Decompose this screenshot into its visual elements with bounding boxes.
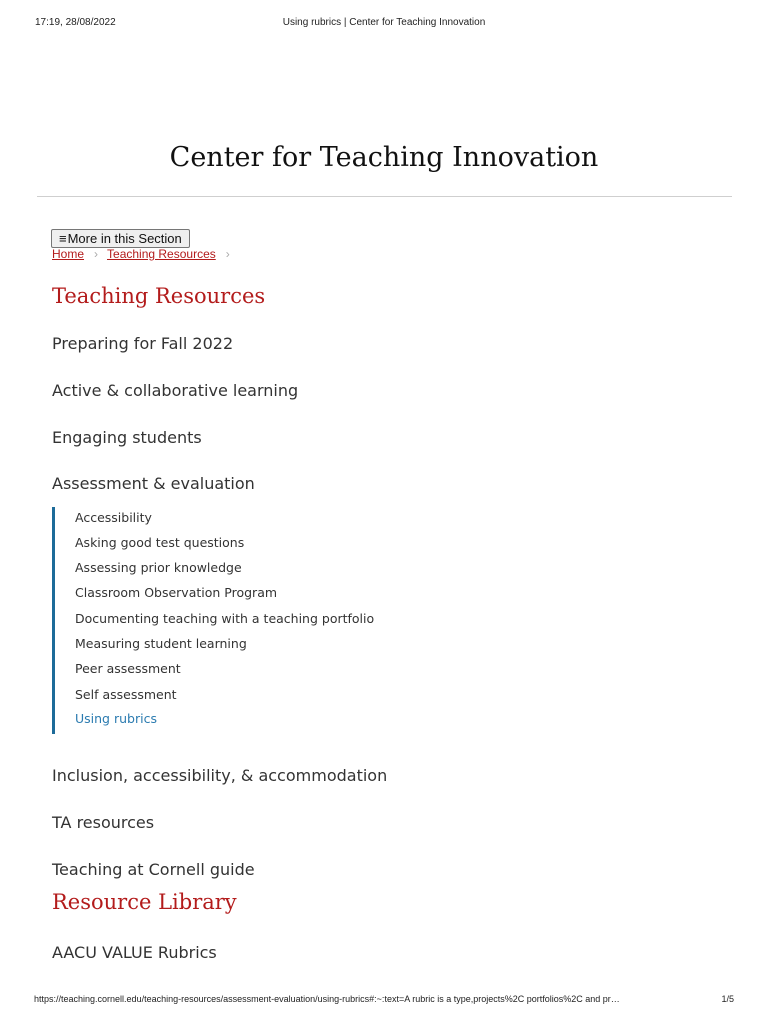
- nav-item-cornell-guide[interactable]: Teaching at Cornell guide: [52, 860, 255, 879]
- menu-icon: ≡: [59, 231, 67, 246]
- nav-item-engaging-students[interactable]: Engaging students: [52, 428, 202, 447]
- subnav-item-measuring-learning[interactable]: Measuring student learning: [75, 636, 247, 651]
- print-url: https://teaching.cornell.edu/teaching-resources/assessment-evaluation/using-rubrics#:~:text=A rubric is a type,projects%2C portfolios%2C and pr…: [34, 994, 620, 1004]
- print-page-title: Using rubrics | Center for Teaching Innovation: [282, 17, 486, 28]
- print-timestamp: 17:19, 28/08/2022: [35, 17, 116, 28]
- print-page-number: 1/5: [721, 994, 734, 1004]
- more-in-section-label: More in this Section: [67, 231, 182, 246]
- resource-library-heading[interactable]: Resource Library: [52, 890, 237, 914]
- subnav-item-self-assessment[interactable]: Self assessment: [75, 687, 177, 702]
- breadcrumb-separator-icon: ›: [225, 247, 230, 261]
- site-title[interactable]: Center for Teaching Innovation: [169, 142, 599, 173]
- header-divider: [37, 196, 732, 197]
- breadcrumb-teaching-resources[interactable]: Teaching Resources: [107, 247, 216, 261]
- breadcrumb: [52, 247, 239, 261]
- assessment-subnav: [52, 507, 395, 734]
- more-in-section-button[interactable]: [51, 229, 190, 248]
- subnav-item-prior-knowledge[interactable]: Assessing prior knowledge: [75, 560, 242, 575]
- library-item-aacu-value[interactable]: AACU VALUE Rubrics: [52, 943, 217, 962]
- subnav-item-test-questions[interactable]: Asking good test questions: [75, 535, 245, 550]
- subnav-item-using-rubrics[interactable]: Using rubrics: [75, 711, 157, 726]
- breadcrumb-home[interactable]: Home: [52, 247, 85, 261]
- nav-item-active-learning[interactable]: Active & collaborative learning: [52, 381, 299, 400]
- print-footer: [0, 994, 768, 1006]
- nav-item-inclusion[interactable]: Inclusion, accessibility, & accommodation: [52, 766, 388, 785]
- breadcrumb-separator-icon: ›: [94, 247, 99, 261]
- subnav-item-observation-program[interactable]: Classroom Observation Program: [75, 585, 278, 600]
- nav-item-preparing-fall[interactable]: Preparing for Fall 2022: [52, 334, 234, 353]
- subnav-item-teaching-portfolio[interactable]: Documenting teaching with a teaching portfolio: [75, 611, 375, 626]
- print-header: [0, 17, 768, 31]
- subnav-item-peer-assessment[interactable]: Peer assessment: [75, 661, 181, 676]
- nav-item-assessment-evaluation[interactable]: Assessment & evaluation: [52, 474, 255, 493]
- teaching-resources-heading[interactable]: Teaching Resources: [52, 284, 266, 308]
- nav-item-ta-resources[interactable]: TA resources: [52, 813, 155, 832]
- subnav-item-accessibility[interactable]: Accessibility: [75, 510, 152, 525]
